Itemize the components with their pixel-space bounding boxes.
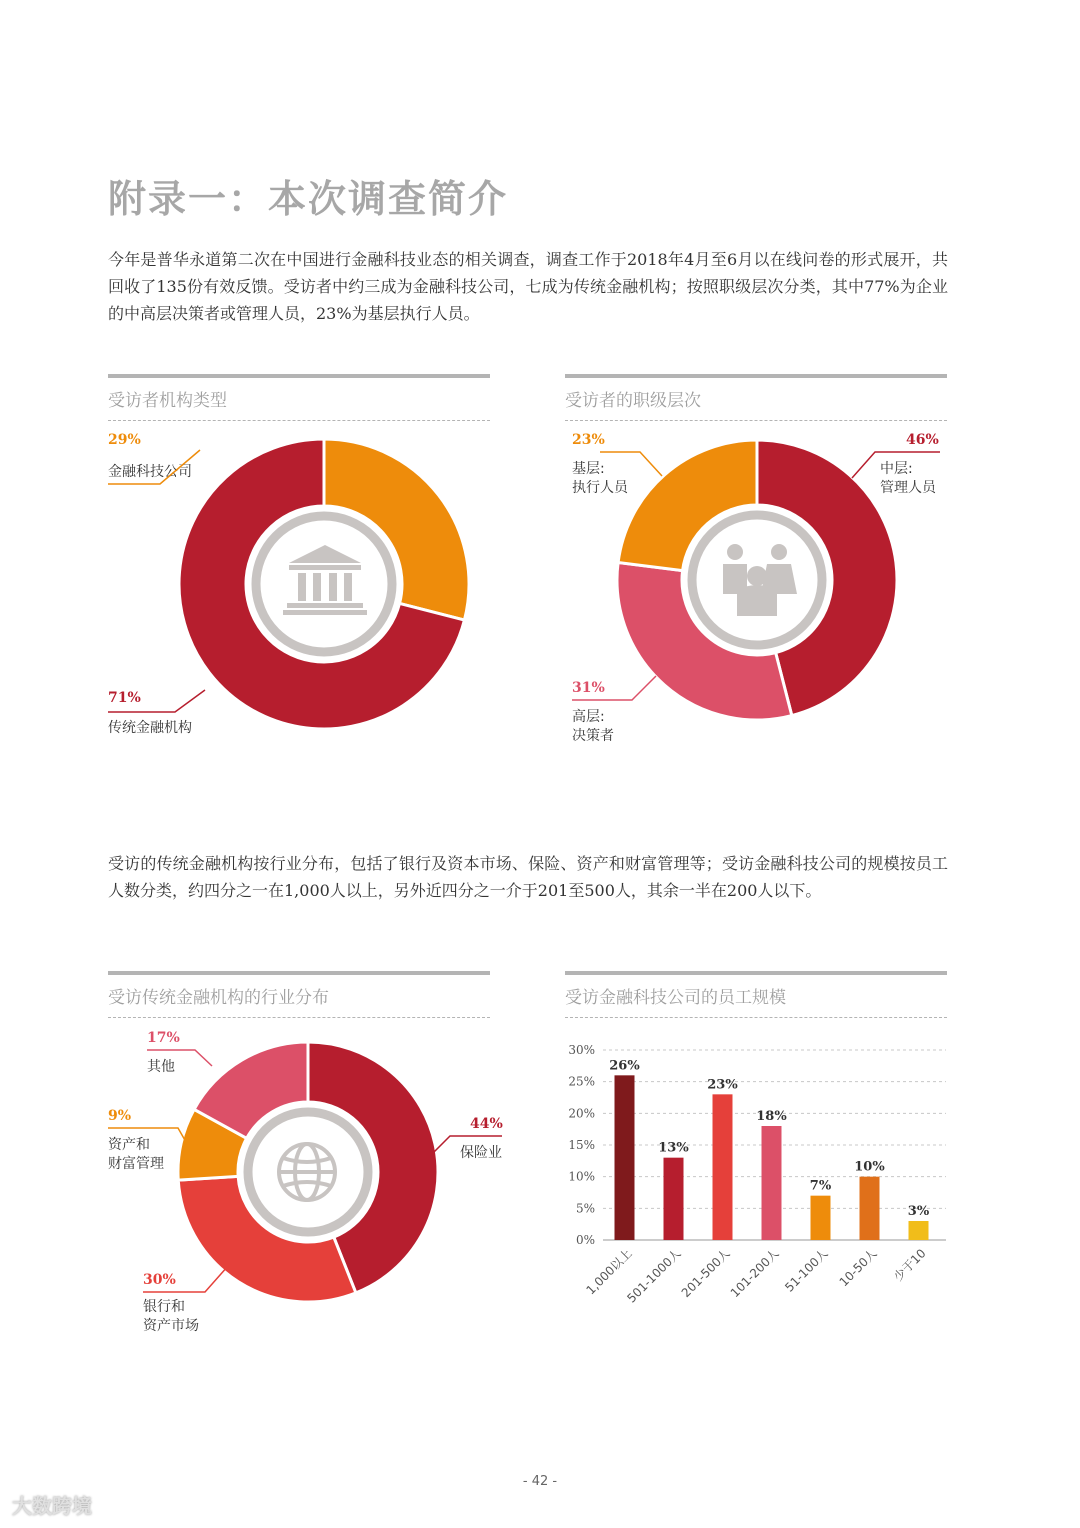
chart3-label-other: 其他 — [147, 1059, 175, 1075]
bar-value-label: 13% — [658, 1140, 689, 1156]
bar-value-label: 26% — [609, 1058, 640, 1074]
x-category-label: 101-200人 — [727, 1246, 782, 1301]
x-category-label: 51-100人 — [782, 1246, 831, 1295]
bar-value-label: 7% — [809, 1178, 832, 1194]
chart2-pct-mid: 46% — [906, 432, 939, 448]
y-tick-label: 20% — [568, 1106, 595, 1121]
chart1-pct-traditional: 71% — [108, 690, 141, 706]
chart4-title: 受访金融科技公司的员工规模 — [565, 988, 786, 1008]
leader-line-mid — [852, 452, 940, 478]
chart2-title: 受访者的职级层次 — [565, 391, 701, 411]
x-category-label: 201-500人 — [678, 1246, 733, 1301]
chart3-pct-bank: 30% — [143, 1272, 176, 1288]
bar — [615, 1075, 635, 1240]
y-tick-label: 0% — [575, 1233, 595, 1247]
leader-line-junior — [600, 452, 662, 476]
bar — [909, 1221, 929, 1240]
bar-chart-employee-size — [568, 1043, 946, 1305]
second-paragraph: 受访的传统金融机构按行业分布，包括了银行及资本市场、保险、资产和财富管理等；受访金融科技公司的规模按员工人数分类，约四分之一在1,000人以上，另外近四分之一介于201至500人，其余一半在200人以下。 — [108, 854, 948, 900]
leader-line-other — [147, 1050, 212, 1066]
y-tick-label: 15% — [568, 1138, 595, 1152]
y-tick-label: 5% — [575, 1201, 595, 1216]
donut-chart-institution-type — [179, 439, 469, 729]
bar — [762, 1126, 782, 1240]
y-tick-label: 10% — [568, 1169, 595, 1184]
leader-line-fintech — [108, 450, 200, 484]
leader-line-wealth — [108, 1128, 186, 1142]
chart3-title: 受访传统金融机构的行业分布 — [108, 988, 329, 1008]
bar — [811, 1196, 831, 1240]
chart2-label-senior: 高层: 决策者 — [572, 709, 614, 744]
bar-value-label: 23% — [707, 1077, 738, 1093]
chart1-label-traditional: 传统金融机构 — [108, 720, 192, 736]
chart3-label-insurance: 保险业 — [460, 1145, 502, 1161]
chart1-label-fintech: 金融科技公司 — [108, 464, 192, 480]
globe-icon — [279, 1144, 335, 1200]
page-title: 附录一：本次调查简介 — [108, 176, 509, 221]
x-category-label: 501-1000人 — [624, 1246, 684, 1306]
chart2-label-mid: 中层: 管理人员 — [880, 461, 936, 496]
donut-inner-ring — [256, 516, 392, 652]
chart2-pct-senior: 31% — [572, 680, 605, 696]
chart1-title: 受访者机构类型 — [108, 391, 227, 411]
chart1-pct-fintech: 29% — [108, 432, 141, 448]
page-number: - 42 - — [522, 1474, 558, 1489]
chart3-pct-insurance: 44% — [470, 1116, 503, 1132]
bank-icon — [283, 545, 367, 615]
chart3-pct-other: 17% — [147, 1030, 180, 1046]
bar-value-label: 18% — [756, 1109, 787, 1124]
y-tick-label: 25% — [568, 1074, 595, 1089]
watermark-logo: 大数跨境 — [12, 1494, 92, 1518]
chart2-label-junior: 基层: 执行人员 — [572, 461, 628, 496]
x-category-label: 1,000以上 — [583, 1246, 635, 1298]
intro-paragraph: 今年是普华永道第二次在中国进行金融科技业态的相关调查，调查工作于2018年4月至6月以在线问卷的形式展开，共回收了135份有效反馈。受访者中约三成为金融科技公司，七成为传统金融机构；按照职级层次分类，其中77%为企业的中高层决策者或管理人员，23%为基层执行人员。 — [108, 250, 948, 323]
chart3-pct-wealth: 9% — [108, 1108, 132, 1124]
people-icon — [723, 544, 797, 616]
chart3-label-bank: 银行和 资产市场 — [143, 1299, 199, 1334]
chart2-pct-junior: 23% — [572, 432, 605, 448]
bar-value-label: 3% — [907, 1204, 930, 1219]
bar — [860, 1177, 880, 1240]
y-tick-label: 30% — [568, 1043, 595, 1057]
x-category-label: 少于10 — [890, 1246, 929, 1284]
bar — [713, 1094, 733, 1240]
leader-line-bank — [143, 1266, 228, 1292]
leader-line-senior — [572, 676, 656, 700]
leader-line-insurance — [430, 1136, 502, 1156]
x-category-label: 10-50人 — [836, 1246, 880, 1290]
leader-line-traditional — [108, 690, 205, 712]
chart3-label-wealth: 资产和 财富管理 — [108, 1137, 164, 1172]
donut-slice-1 — [178, 1176, 356, 1302]
bar — [664, 1158, 684, 1240]
bar-value-label: 10% — [854, 1159, 885, 1175]
